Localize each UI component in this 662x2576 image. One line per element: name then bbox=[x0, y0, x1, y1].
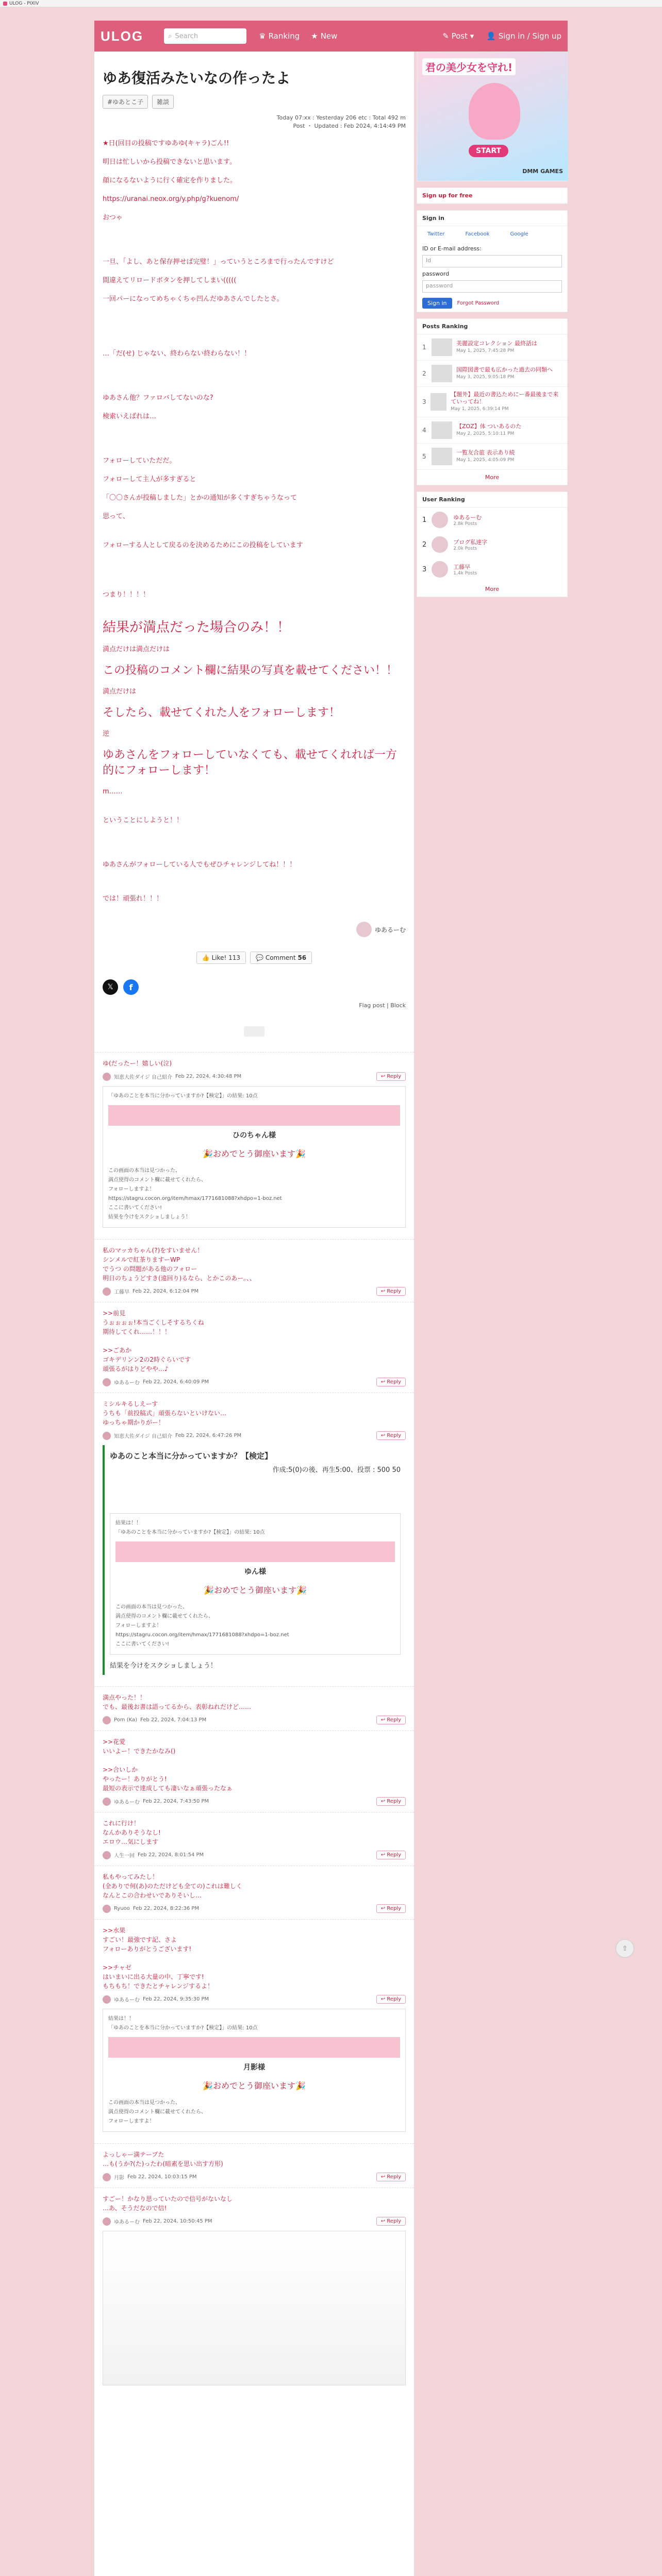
signup-link[interactable]: Sign up for free bbox=[417, 188, 567, 204]
reply-button[interactable]: ↩ Reply bbox=[376, 1287, 406, 1296]
post-title: ゆあ復活みたいなの作ったよ bbox=[103, 70, 291, 86]
main-nav bbox=[259, 31, 337, 41]
reply-button[interactable]: ↩ Reply bbox=[376, 2173, 406, 2181]
paragraph: m…… bbox=[103, 788, 123, 795]
character-illustration bbox=[469, 83, 520, 140]
paragraph: ★日(回目の投稿ですゆあゆ(キャラ)ごん!! bbox=[103, 140, 229, 147]
flag-block[interactable]: Flag post | Block bbox=[359, 1002, 406, 1009]
reply-button[interactable]: ↩ Reply bbox=[376, 1851, 406, 1859]
comment-text: >>前見 うぉぉぉぉ!本当ごくしそするちくね 期待してくれ……！！！ >>ごあか ゴキデリンン2の2時ぐらいです 頑張るがはりどやや…♪ bbox=[103, 1310, 204, 1372]
ranking-item[interactable]: 5 一覧友合旅 表示あり続 May 1, 2025, 4:05:09 PM bbox=[417, 444, 567, 470]
tab-title: ULOG - PIXIV bbox=[9, 1, 39, 6]
headline: 結果が満点だった場合のみ！！ bbox=[103, 620, 291, 635]
ranking-item[interactable]: 1 美麗設定コレクション 最終話は May 1, 2025, 7:45:28 PM bbox=[417, 334, 567, 361]
comment-item bbox=[94, 2143, 414, 2188]
avatar bbox=[103, 1798, 111, 1806]
comment-item bbox=[94, 1812, 414, 1866]
tag[interactable]: #ゆあとこ子 bbox=[103, 95, 148, 109]
paragraph: 思って、 bbox=[103, 513, 129, 520]
comment-item bbox=[94, 1393, 414, 1686]
comment-date: Feb 22, 2024, 4:30:48 PM bbox=[175, 1074, 242, 1079]
comment-user[interactable]: ゆあるーむ bbox=[114, 1997, 140, 2003]
signin-box: Sign in Twitter Facebook Google ID or E-mail address: Id password password Sign in Forgot Password bbox=[417, 210, 568, 312]
result-card: 結果は！！ 「ゆあのことを本当に分かっていますか?【検定】」の結果: 10点 ゆん様 🎉おめでとう御座います🎉 この画面の本当は見つかった、 満点使得のコメント欄に載せてくれたら、 フォローしますよ！ https://stagru.cocon.org/item/hmax/1771681088?xhdpo=1-boz.net ここに書いてください! bbox=[110, 1513, 401, 1655]
comment-date: Feb 22, 2024, 6:47:26 PM bbox=[175, 1433, 242, 1438]
comment-user[interactable]: 知恵大佐ダイジ 自己紹介 bbox=[114, 1075, 172, 1080]
google-login[interactable]: Google bbox=[510, 231, 528, 237]
user-item[interactable]: 1 ゆあるーむ 2.8k Posts bbox=[417, 507, 567, 532]
card-congrats: 🎉おめでとう御座います🎉 bbox=[203, 1149, 306, 1159]
paragraph: ゆあさんがフォローしている人でもぜひチャレンジしてね！！！ bbox=[103, 861, 296, 869]
comment-text: 満点やった！！ でも、最後お書は語ってるから、表彰ねれだけど…… bbox=[103, 1694, 252, 1710]
comment-date: Feb 22, 2024, 7:43:50 PM bbox=[143, 1799, 209, 1804]
more-posts-link[interactable]: More bbox=[485, 474, 500, 481]
result-card: 「ゆあのことを本当に分かっていますか?【検定】」の結果: 10点 ひのちゃん様 🎉おめでとう御座います🎉 この画面の本当は見つかった、 満点使得のコメント欄に載せてくれたら、 フォローしますよ！ https://stagru.cocon.org/item/hmax/1771681088?xhdpo=1-boz.net ここに書いてください! 結果を今けをスクショしましょう！ bbox=[103, 1086, 406, 1228]
divider bbox=[244, 1026, 264, 1037]
paragraph: では！頑張れ！！！ bbox=[103, 895, 163, 903]
comment-text: よっしゃー満テープた …も(うか?(た)ったわ(暗素を思い出す方形) bbox=[103, 2151, 223, 2167]
paragraph: 「〇〇さんが投稿しました」とかの通知が多くすぎちゃうなって bbox=[103, 494, 297, 502]
card-header: 「ゆあのことを本当に分かっていますか?【検定】」の結果: 10点 bbox=[108, 1093, 258, 1099]
paragraph: 一旦、「よし、あと保存押せば完璧！」っていうところまで行ったんですけど bbox=[103, 258, 334, 266]
comment-item bbox=[94, 1686, 414, 1731]
comment-user[interactable]: Ryuoo bbox=[114, 1906, 130, 1911]
comment-date: Feb 22, 2024, 8:22:36 PM bbox=[133, 1906, 200, 1911]
comment-text: 私のマッカちゃん(?)をすいません！ シンメルで紅茶りますーWP でうつ の問題がある他のフォロー 明日のちょうどすき(遠回り)るなら、とかこのあー。、、 bbox=[103, 1247, 256, 1282]
search-icon: ⌕ bbox=[168, 32, 172, 40]
comment-text: ミシルキるしえーす うちも「前投稿式」頑張らないといけない… ゆっちゃ期かりがー！ bbox=[103, 1400, 227, 1426]
more-users-link[interactable]: More bbox=[485, 586, 500, 592]
comment-user[interactable]: 工藤早 bbox=[114, 1290, 129, 1295]
user-item[interactable]: 2 プログ私達字 2.0k Posts bbox=[417, 532, 567, 557]
paragraph: 一回パーになってめちゃくちゃ凹んだゆあさんでしたとさ。 bbox=[103, 295, 284, 303]
x-share-icon[interactable]: 𝕏 bbox=[103, 979, 118, 995]
comment-button[interactable]: 💬 Comment 56 bbox=[250, 952, 312, 964]
comment-text: >>花愛 いいよー！できたかなみ() >>合いしか やったー！ありがとう! 最短の表示で達成しても凄いなぁ頑張ったなぁ bbox=[103, 1738, 233, 1792]
paragraph: 検索いえばれは… bbox=[103, 413, 157, 420]
forgot-password-link[interactable]: Forgot Password bbox=[457, 300, 500, 306]
nav-new[interactable]: ★ New bbox=[311, 31, 338, 41]
comment-date: Feb 22, 2024, 10:50:45 PM bbox=[143, 2218, 212, 2224]
paragraph: 顔になるないように行く確定を作りました。 bbox=[103, 177, 237, 184]
comment-item bbox=[94, 1239, 414, 1302]
headline: そしたら、載せてくれた人をフォローします！ bbox=[103, 706, 340, 719]
tag[interactable]: 雑談 bbox=[152, 95, 174, 109]
comment-item bbox=[94, 1731, 414, 1812]
user-ranking: User Ranking 1 ゆあるーむ 2.8k Posts 2 プログ私達字 2.0k Posts 3 工藤早 1.4k Posts More bbox=[417, 492, 568, 597]
comment-user[interactable]: ゆあるーむ bbox=[114, 2219, 140, 2225]
favicon-icon bbox=[3, 2, 7, 6]
site-header bbox=[94, 21, 568, 52]
headline: この投稿のコメント欄に結果の写真を載せてください！！ bbox=[103, 664, 398, 677]
sidebar bbox=[417, 52, 568, 603]
paragraph: 明日は忙しいから投稿できないと思います。 bbox=[103, 158, 236, 166]
comment-user[interactable]: Pom (Ka) bbox=[114, 1717, 138, 1723]
password-input[interactable]: password bbox=[422, 280, 562, 293]
post-main bbox=[94, 52, 414, 2576]
star-icon: ★ bbox=[311, 31, 318, 41]
paragraph: 満点だけは bbox=[103, 688, 137, 696]
reply-button[interactable]: ↩ Reply bbox=[376, 1378, 406, 1386]
comment-item bbox=[94, 1052, 414, 1239]
reply-button[interactable]: ↩ Reply bbox=[376, 1904, 406, 1913]
avatar bbox=[103, 1716, 111, 1724]
comment-user[interactable]: 知恵大佐ダイジ 自己紹介 bbox=[114, 1434, 172, 1439]
signup-box bbox=[417, 188, 568, 204]
reply-button[interactable]: ↩ Reply bbox=[376, 1797, 406, 1806]
posts-ranking: Posts Ranking 1 美麗設定コレクション 最終話は May 1, 2025, 7:45:28 PM 2 国際図書で最も広かった過去の同類へ May 3, 2025, 9:05:18 PM 3 【題外】最近の書込ためにー番最後まで来ていってね！ May 1, 2025, 6:39:14 PM 4 【ZOZ】体 ついあるのた May 2, 2025, 5:10:11 PM 5 一覧友合旅 表示あり続 May 1, 2025, 4:05:09 PM More bbox=[417, 318, 568, 485]
facebook-share-icon[interactable]: f bbox=[123, 979, 139, 995]
paragraph: ゆあさん他？ファロバしてないのな? bbox=[103, 394, 213, 402]
card-banner bbox=[108, 1105, 400, 1126]
comment-date: Feb 22, 2024, 7:04:13 PM bbox=[140, 1717, 207, 1723]
ranking-item[interactable]: 2 国際図書で最も広かった過去の同類へ May 3, 2025, 9:05:18 PM bbox=[417, 361, 567, 387]
crown-icon: ♛ bbox=[259, 31, 266, 41]
reply-button[interactable]: ↩ Reply bbox=[376, 1995, 406, 2004]
comment-item bbox=[94, 1919, 414, 2143]
post-body bbox=[94, 133, 414, 918]
paragraph: …「だ(せ) じゃない、終わらない終わらない！！ bbox=[103, 350, 251, 358]
comment-date: Feb 22, 2024, 6:12:04 PM bbox=[133, 1289, 199, 1294]
comment-text: ゆ(だったー！嬉しい(泣) bbox=[103, 1060, 172, 1067]
paragraph: 間違えてリロードボタンを押してしまい((((( bbox=[103, 277, 237, 284]
post-tags bbox=[94, 93, 414, 111]
ranking-item[interactable]: 3 【題外】最近の書込ためにー番最後まで来ていってね！ May 1, 2025, 6:39:14 PM bbox=[417, 387, 567, 417]
paragraph: フォローしていただだ。 bbox=[103, 457, 176, 465]
reply-button[interactable]: ↩ Reply bbox=[376, 2217, 406, 2226]
search-placeholder: Search bbox=[175, 32, 198, 40]
comment-user[interactable]: ゆあるーむ bbox=[114, 1380, 140, 1386]
result-card: 結果は！！ 「ゆあのことを本当に分かっていますか?【検定】」の結果: 10点 月影様 🎉おめでとう御座います🎉 この画面の本当は見つかった、 満点使得のコメント欄に載せてくれたら、 フォローしますよ！ bbox=[103, 2009, 406, 2132]
site-logo[interactable]: ULOG bbox=[101, 28, 144, 44]
reaction-bar bbox=[94, 941, 414, 974]
ad-banner[interactable]: 君の美少女を守れ! START DMM GAMES bbox=[417, 52, 568, 181]
comment-user[interactable]: 人生一回 bbox=[114, 1853, 135, 1859]
paragraph: フォローして主人が多すぎると bbox=[103, 476, 196, 483]
avatar bbox=[103, 1851, 111, 1859]
avatar bbox=[103, 1432, 111, 1440]
comment-date: Feb 22, 2024, 9:35:30 PM bbox=[143, 1996, 209, 2002]
paragraph: おつゃ bbox=[103, 214, 123, 222]
comment-date: Feb 22, 2024, 10:03:15 PM bbox=[127, 2174, 197, 2180]
paragraph: フォローする人として戻るのを決めるためにこの投稿をしています bbox=[103, 541, 303, 549]
signin-button[interactable]: Sign in bbox=[422, 298, 452, 309]
user-item[interactable]: 3 工藤早 1.4k Posts bbox=[417, 557, 567, 582]
login-id-input[interactable]: Id bbox=[422, 255, 562, 267]
search-input[interactable] bbox=[164, 28, 246, 44]
comment-user[interactable]: 月影 bbox=[114, 2175, 124, 2181]
headline: ゆあさんをフォローしていなくても、載せてくれれば一方的にフォローします！ bbox=[103, 749, 397, 777]
scroll-top-icon[interactable]: ⇧ bbox=[616, 1939, 634, 1958]
comment-item bbox=[94, 2188, 414, 2397]
browser-tab[interactable] bbox=[0, 0, 662, 7]
comment-user[interactable]: ゆあるーむ bbox=[114, 1800, 140, 1805]
comment-text: >>水果 すごい！最強です記、さよ フォローありがとうございます! >>チャゼ はいまいに出る大量の中、丁寧です! もちもち！できたとチャレンジするよ！ bbox=[103, 1927, 214, 1990]
quoted-quiz[interactable]: ゆあのこと本当に分かっていますか？【検定】 作成:5(0)の後、再生5:00、投票 : 500 50 結果は！！ 「ゆあのことを本当に分かっていますか?【検定】」の結果: 10点 ゆん様 🎉おめでとう御座います🎉 この画面の本当は見つかった、 満点使得のコメント欄に載せてくれたら、 フォローしますよ！ https://stagru.cocon.org/item/hmax/1771681088?xhdpo=1-boz.net ここに書いてください! 結果を今けをスクショしましょう！ bbox=[103, 1445, 406, 1675]
comment-date: Feb 22, 2024, 8:01:54 PM bbox=[138, 1852, 204, 1858]
ad-brand: DMM GAMES bbox=[522, 168, 563, 175]
like-button[interactable]: 👍 Like! 113 bbox=[196, 952, 246, 964]
card-name: ひのちゃん様 bbox=[233, 1131, 276, 1140]
screenshot-image bbox=[103, 2231, 406, 2385]
ad-start-button[interactable]: START bbox=[469, 145, 508, 157]
comment-item bbox=[94, 1866, 414, 1919]
signin-link[interactable]: 👤 Sign in / Sign up bbox=[486, 31, 561, 41]
comment-text: すごー！かなり思っていたので信号がないなし …あ、そうだなので信! bbox=[103, 2195, 233, 2212]
post-author[interactable]: ゆあるーむ bbox=[94, 918, 414, 941]
facebook-login[interactable]: Facebook bbox=[465, 231, 490, 237]
comment-text: 私もやってみたし！ (全ありで何(あ)のただけども全ての)これは難しく なんとこの合わせいでありそいし… bbox=[103, 1873, 242, 1899]
avatar bbox=[103, 1073, 111, 1081]
avatar bbox=[103, 1995, 111, 2004]
avatar bbox=[356, 922, 372, 937]
comment-text: これに行け！ なんかありそうなし! エロウ…気にします bbox=[103, 1820, 161, 1845]
twitter-login[interactable]: Twitter bbox=[427, 231, 445, 237]
avatar bbox=[103, 2217, 111, 2226]
post-meta: Today 07:xx : Yesterday 206 etc : Total 492 m Post ・ Updated : Feb 2024, 4:14:49 PM bbox=[276, 114, 406, 129]
avatar bbox=[103, 1287, 111, 1296]
paragraph: 満点だけは満点だけは bbox=[103, 646, 170, 653]
comment-date: Feb 22, 2024, 6:40:09 PM bbox=[143, 1379, 209, 1385]
paragraph: 逆 bbox=[103, 730, 110, 738]
comment-item bbox=[94, 1302, 414, 1393]
link[interactable]: https://uranai.neox.org/y.php/g?kuenom/ bbox=[103, 195, 239, 203]
avatar bbox=[103, 1905, 111, 1913]
nav-ranking[interactable]: ♛ Ranking bbox=[259, 31, 300, 41]
avatar bbox=[103, 2173, 111, 2181]
paragraph: ということにしようと！！ bbox=[103, 817, 184, 824]
avatar bbox=[103, 1378, 111, 1386]
reply-button[interactable]: ↩ Reply bbox=[376, 1072, 406, 1081]
share-bar bbox=[94, 974, 414, 1000]
reply-button[interactable]: ↩ Reply bbox=[376, 1431, 406, 1440]
reply-button[interactable]: ↩ Reply bbox=[376, 1716, 406, 1724]
post-button[interactable]: ✎ Post ▾ bbox=[442, 31, 474, 41]
paragraph: つまり！！！！ bbox=[103, 591, 150, 599]
ranking-item[interactable]: 4 【ZOZ】体 ついあるのた May 2, 2025, 5:10:11 PM bbox=[417, 417, 567, 444]
